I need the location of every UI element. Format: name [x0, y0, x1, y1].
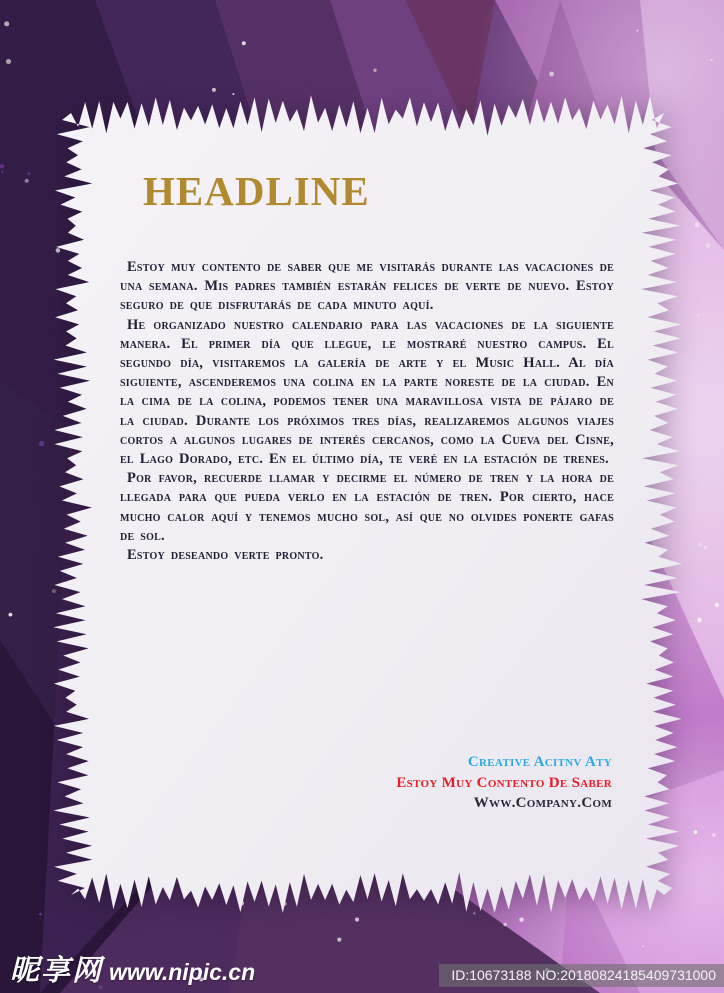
letter-paragraph: Por favor, recuerde llamar y decirme el número de tren y la hora de llegada para que pueda verlo en la estación de tren. Por cierto, hace mucho calor aquí y tenemos mucho sol, así que no olvides ponerte gafas de sol.: [120, 470, 614, 544]
letter-paragraph: Estoy muy contento de saber que me visitarás durante las vacaciones de una semana. Mis padres también estarán felices de verte de nuevo. Estoy seguro de que disfrutarás de cada minuto aquí.: [120, 259, 614, 314]
image-id-badge: ID:10673188 NO:20180824185409731000: [439, 964, 724, 987]
footer-subtitle: Estoy Muy Contento De Saber: [396, 774, 612, 791]
letter-paragraph: He organizado nuestro calendario para las vacaciones de la siguiente manera. El primer día que llegue, le mostraré nuestro campus. El segundo día, visitaremos la galería de arte y el Music Hall. Al día siguiente, ascenderemos una colina en la parte noreste de la ciudad. En la cima de la colina, podemos tener una maravillosa vista de pájaro de la ciudad. Durante los próximos tres días, realizaremos algunos viajes cortos a algunos lugares de interés cercanos, como la Cueva del Cisne, el Lago Dorado, etc. En el último día, te veré en la estación de trenes.: [120, 316, 614, 468]
headline: HEADLINE: [143, 168, 370, 214]
footer-tagline: Creative Acitnv Aty: [467, 754, 612, 770]
letter-paragraph: Estoy deseando verte pronto.: [127, 547, 324, 564]
letter-body: [120, 258, 614, 565]
nipic-url: www.nipic.cn: [109, 959, 256, 985]
footer-website: Www.Company.Com: [473, 795, 612, 811]
footer-block: [396, 752, 612, 814]
nipic-watermark: [10, 948, 255, 989]
nipic-logo: 昵享网: [10, 955, 104, 987]
